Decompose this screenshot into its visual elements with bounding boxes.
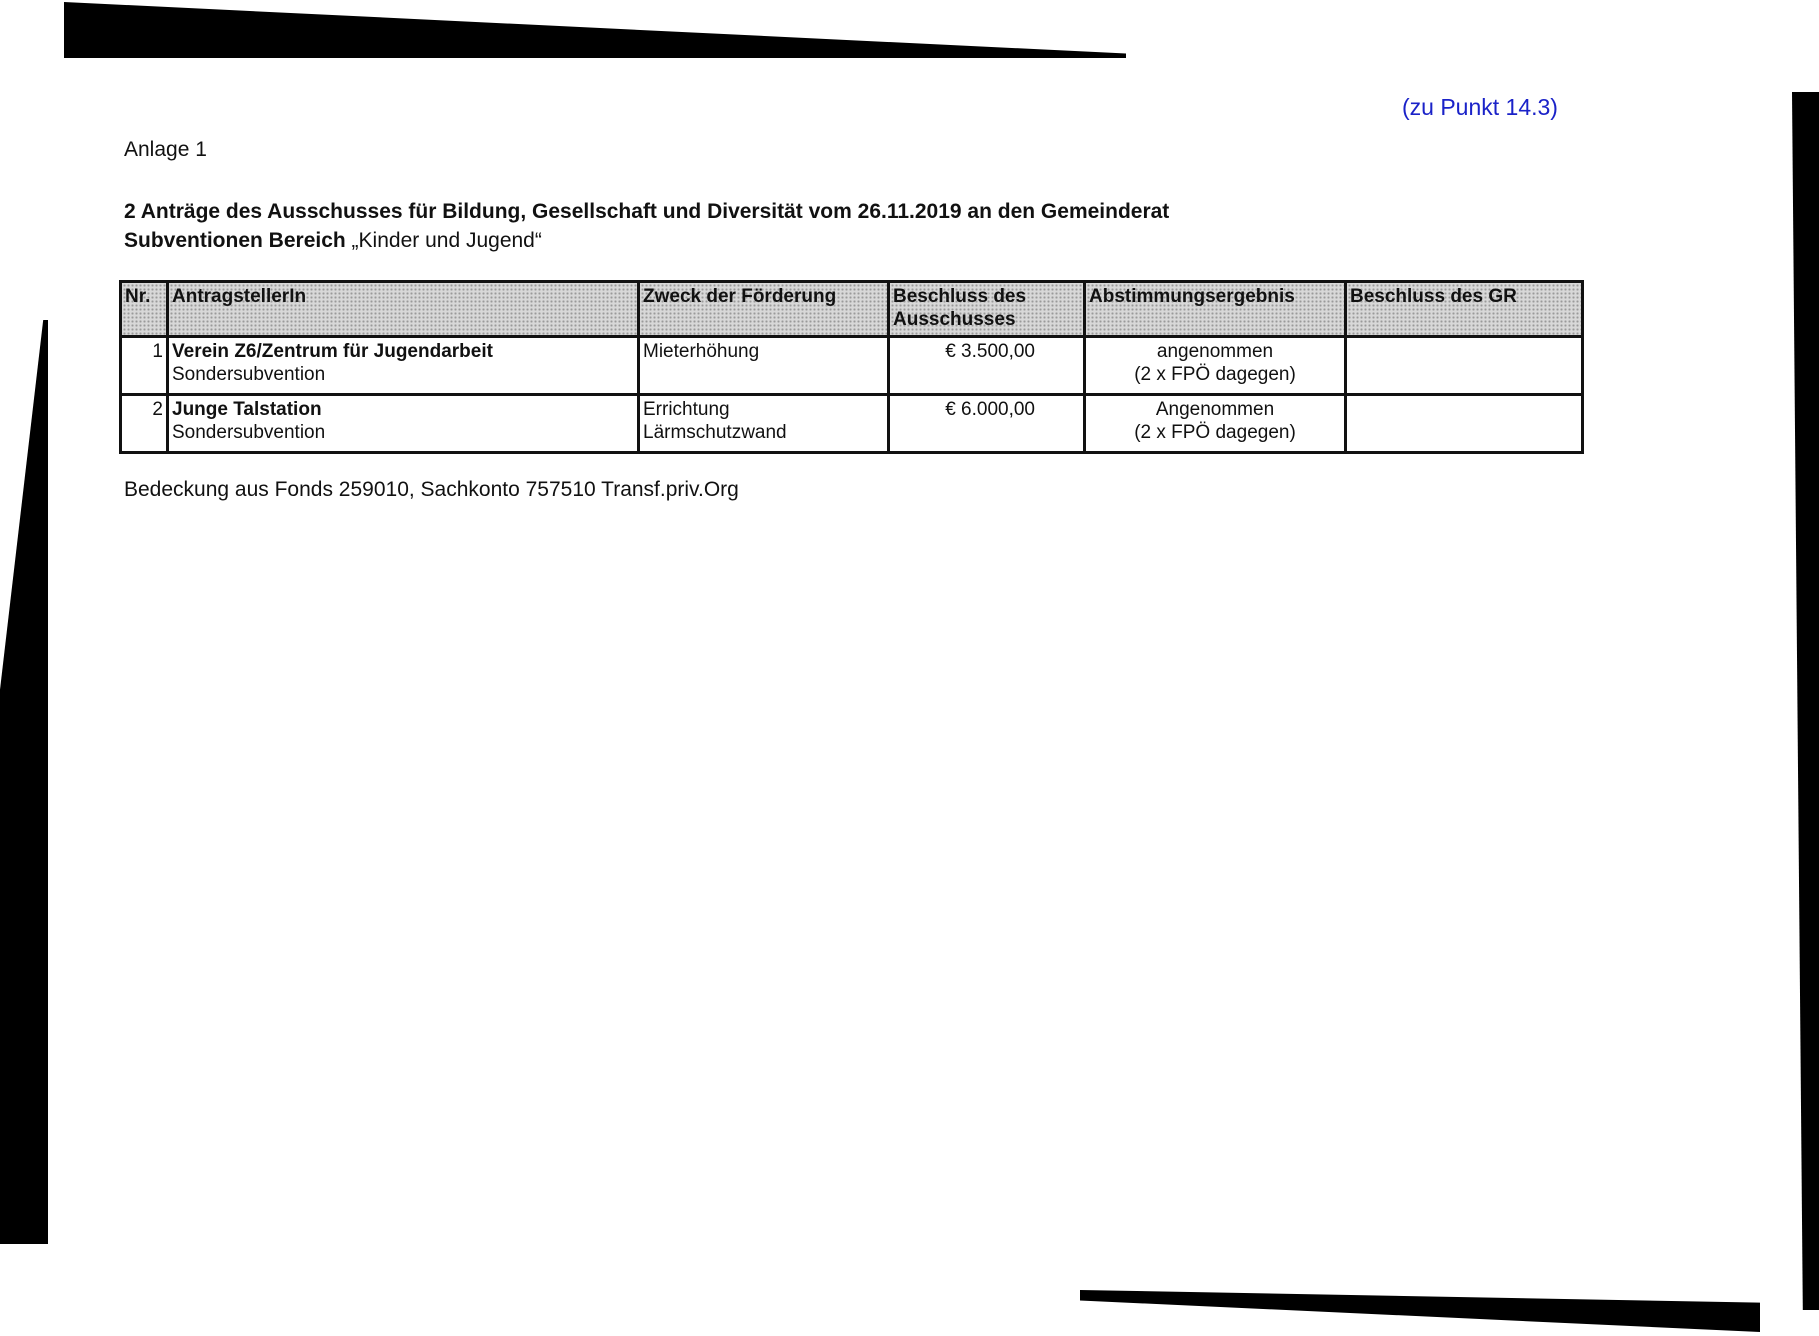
applicant-name: Junge Talstation — [172, 399, 322, 420]
scan-border-right — [1792, 92, 1819, 1310]
amount-cell: € 6.000,00 — [889, 395, 1085, 453]
vote-result-line-2: (2 x FPÖ dagegen) — [1134, 422, 1296, 443]
applications-table — [119, 280, 1584, 454]
council-decision-cell — [1346, 395, 1583, 453]
table-row — [121, 337, 1583, 395]
heading-line-2-bold: Subventionen Bereich — [124, 229, 346, 252]
subsidy-type: Sondersubvention — [172, 364, 326, 385]
heading-line-2-normal: „Kinder und Jugend“ — [345, 229, 542, 252]
applicant-cell — [168, 395, 639, 453]
agenda-reference: (zu Punkt 14.3) — [1402, 94, 1558, 120]
row-number: 2 — [121, 395, 168, 453]
header-council-decision: Beschluss des GR — [1346, 282, 1583, 337]
vote-result-line-1: angenommen — [1156, 341, 1274, 362]
table-row — [121, 395, 1583, 453]
attachment-label: Anlage 1 — [124, 138, 207, 161]
applicant-cell — [168, 337, 639, 395]
header-applicant: AntragstellerIn — [168, 282, 639, 337]
purpose-line-2: Lärmschutzwand — [643, 422, 787, 443]
header-vote-result: Abstimmungsergebnis — [1085, 282, 1346, 337]
header-nr: Nr. — [121, 282, 168, 337]
vote-result-line-1: Angenommen — [1155, 399, 1275, 420]
purpose-line-1: Errichtung — [643, 399, 730, 420]
coverage-note: Bedeckung aus Fonds 259010, Sachkonto 757510 Transf.priv.Org — [124, 478, 739, 501]
header-committee-decision: Beschluss des Ausschusses — [889, 282, 1085, 337]
heading-line-1: 2 Anträge des Ausschusses für Bildung, Gesellschaft und Diversität vom 26.11.2019 an den Gemeinderat — [124, 200, 1170, 223]
header-purpose: Zweck der Förderung — [639, 282, 889, 337]
scan-border-left — [0, 320, 48, 1244]
applicant-name: Verein Z6/Zentrum für Jugendarbeit — [172, 341, 493, 362]
scan-border-top — [64, 2, 1126, 58]
row-number: 1 — [121, 337, 168, 395]
purpose-cell — [639, 395, 889, 453]
council-decision-cell — [1346, 337, 1583, 395]
table-header-row — [121, 282, 1583, 337]
vote-result-cell — [1085, 395, 1346, 453]
purpose-line-1: Mieterhöhung — [643, 341, 760, 362]
vote-result-cell — [1085, 337, 1346, 395]
scan-border-bottom — [1080, 1290, 1760, 1332]
purpose-cell — [639, 337, 889, 395]
vote-result-line-2: (2 x FPÖ dagegen) — [1134, 364, 1296, 385]
document-heading — [124, 197, 1169, 255]
subsidy-type: Sondersubvention — [172, 422, 326, 443]
amount-cell: € 3.500,00 — [889, 337, 1085, 395]
